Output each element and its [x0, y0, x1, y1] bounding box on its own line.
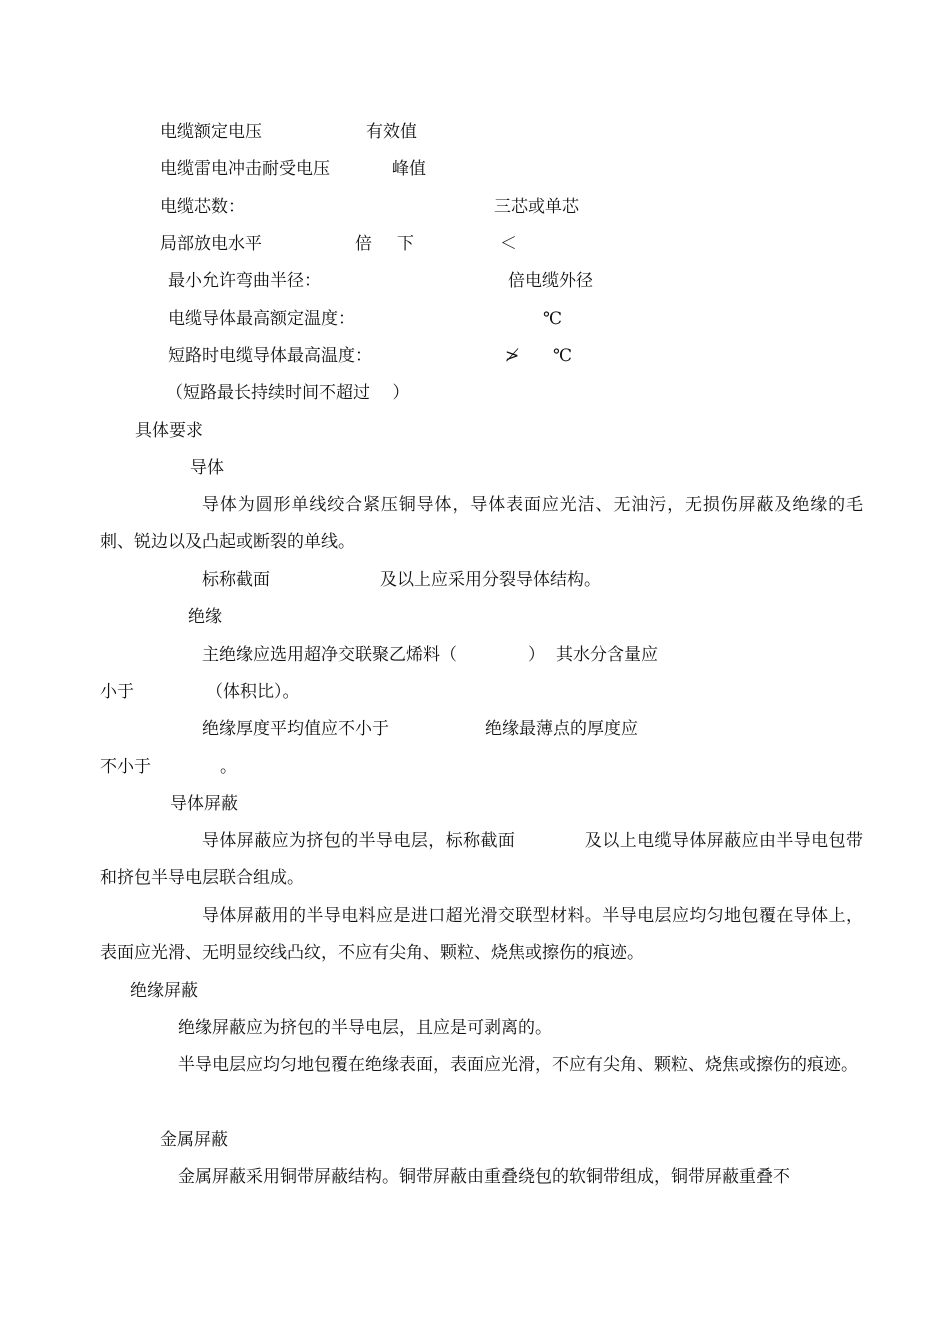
insulation-volume-ratio: （体积比）。: [206, 682, 300, 702]
min-bend-radius-label: 最小允许弯曲半径：: [168, 271, 321, 291]
min-bend-radius-value: 倍电缆外径: [508, 271, 593, 291]
partial-discharge-label: 局部放电水平: [160, 234, 262, 254]
insulation-less-than: 小于: [100, 682, 134, 702]
insulation-thinnest-point: 绝缘最薄点的厚度应: [485, 719, 638, 739]
heading-conductor: 导体: [190, 458, 224, 478]
conductor-split-structure: 及以上应采用分裂导体结构。: [380, 570, 601, 590]
insulation-moisture-text: 其水分含量应: [556, 645, 658, 665]
short-circuit-not-exceed: ≯: [505, 346, 520, 366]
max-conductor-temp-unit: ℃: [543, 309, 563, 329]
lightning-impulse-value: 峰值: [392, 159, 426, 179]
cores-label: 电缆芯数：: [160, 197, 245, 217]
insulation-screen-paragraph-2: 半导电层应均匀地包覆在绝缘表面，表面应光滑，不应有尖角、颗粒、烧焦或擦伤的痕迹。: [178, 1055, 858, 1075]
short-circuit-temp-unit: ℃: [553, 346, 573, 366]
section-heading-requirements: 具体要求: [135, 421, 203, 441]
conductor-paragraph-1: 导体为圆形单线绞合紧压铜导体，导体表面应光洁、无油污，无损伤屏蔽及绝缘的毛刺、锐边以及凸起或断裂的单线。: [100, 495, 863, 552]
conductor-screen-paragraph-1: 导体屏蔽应为挤包的半导电层，标称截面 及以上电缆导体屏蔽应由半导电包带和挤包半导电层联合组成。: [100, 831, 863, 888]
rated-voltage-label: 电缆额定电压: [160, 122, 262, 142]
max-conductor-temp-label: 电缆导体最高额定温度：: [168, 309, 355, 329]
insulation-material-text: 主绝缘应选用超净交联聚乙烯料（: [202, 645, 457, 665]
heading-metal-screen: 金属屏蔽: [160, 1130, 228, 1150]
heading-insulation-screen: 绝缘屏蔽: [130, 981, 198, 1001]
short-circuit-duration-note: （短路最长持续时间不超过 ）: [166, 383, 410, 403]
conductor-screen-paragraph-2: 导体屏蔽用的半导电料应是进口超光滑交联型材料。半导电层应均匀地包覆在导体上，表面应光滑、无明显绞线凸纹，不应有尖角、颗粒、烧焦或擦伤的痕迹。: [100, 906, 863, 963]
insulation-not-less-than: 不小于: [100, 757, 151, 777]
metal-screen-paragraph-1: 金属屏蔽采用铜带屏蔽结构。铜带屏蔽由重叠绕包的软铜带组成，铜带屏蔽重叠不: [178, 1167, 790, 1187]
heading-insulation: 绝缘: [188, 607, 222, 627]
insulation-thickness-avg: 绝缘厚度平均值应不小于: [202, 719, 389, 739]
partial-discharge-under: 下: [397, 234, 414, 254]
conductor-cross-section-label: 标称截面: [202, 570, 270, 590]
partial-discharge-less-than: ＜: [500, 234, 517, 254]
short-circuit-temp-label: 短路时电缆导体最高温度：: [168, 346, 372, 366]
heading-conductor-screen: 导体屏蔽: [170, 794, 238, 814]
insulation-screen-paragraph-1: 绝缘屏蔽应为挤包的半导电层，且应是可剥离的。: [178, 1018, 552, 1038]
partial-discharge-multiple: 倍: [355, 234, 372, 254]
insulation-period: 。: [220, 757, 237, 777]
cores-value: 三芯或单芯: [494, 197, 579, 217]
rated-voltage-value: 有效值: [366, 122, 417, 142]
insulation-paren-close: ）: [528, 645, 545, 665]
lightning-impulse-label: 电缆雷电冲击耐受电压: [160, 159, 330, 179]
